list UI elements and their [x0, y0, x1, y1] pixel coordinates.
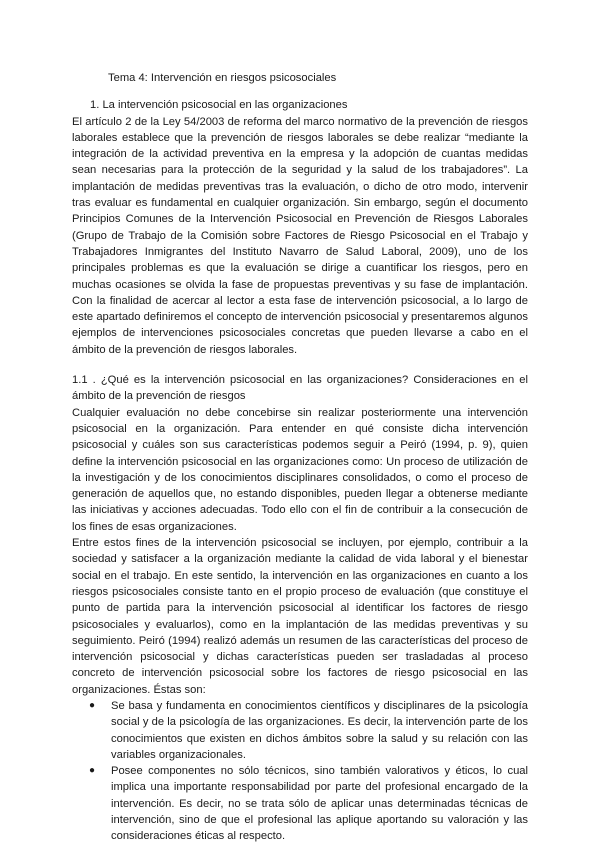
document-title: Tema 4: Intervención en riesgos psicosociales [108, 72, 337, 84]
list-item [72, 698, 528, 763]
paragraph-3: Entre estos fines de la intervención psicosocial se incluyen, por ejemplo, contribuir a la sociedad y satisfacer a la organización mediante la calidad de vida laboral y el bienestar social en el trabajo. En este sentido, la intervención en las organizaciones en cuanto a los riesgos psicosociales consiste tanto en el propio proceso de evaluación (que constituye el punto de partida para la intervención psicosocial al identificar los factores de riesgo psicosociales y evaluarlos), como en la implantación de las medidas preventivas y su seguimiento. Peiró (1994) realizó además un resumen de las características del proceso de intervención psicosocial y dichas características pueden ser trasladadas al proceso concreto de intervención psicosocial sobre los factores de riesgo psicosocial en las organizaciones. Éstas son: [72, 537, 528, 696]
list-item-text: Posee componentes no sólo técnicos, sino también valorativos y éticos, lo cual implica una importante responsabilidad por parte del profesional encargado de la intervención. Es decir, no se trata sólo de aplicar unas determinadas técnicas de intervención, sino de que el profesional las aplique aportando su valoración y las consideraciones éticas al respecto. [111, 765, 528, 843]
characteristics-list [72, 698, 528, 845]
list-item-text: Se basa y fundamenta en conocimientos científicos y disciplinares de la psicología social y de la psicología de las organizaciones. Es decir, la intervención parte de los conocimientos que existen en dichos ámbitos sobre la salud y su relación con las variables organizacionales. [111, 699, 528, 761]
paragraph-1: El artículo 2 de la Ley 54/2003 de reforma del marco normativo de la prevención de riesgos laborales establece que la prevención de riesgos laborales se debe realizar “mediante la integración de la actividad preventiva en la empresa y la adopción de cuantas medidas sean necesarias para la protección de la seguridad y la salud de los trabajadores”. La implantación de medidas preventivas tras la evaluación, o dicho de otro modo, intervenir tras evaluar es fundamental en cualquier organización. Sin embargo, según el documento Principios Comunes de la Intervención Psicosocial en Prevención de Riesgos Laborales (Grupo de Trabajo de la Comisión sobre Factores de Riesgo Psicosocial en el Trabajo y Trabajadores Inmigrantes del Instituto Navarro de Salud Laboral, 2009), uno de los principales problemas es que la evaluación se dirige a cuantificar los riesgos, pero en muchas ocasiones se olvida la fase de propuestas preventivas y su fase de implantación. Con la finalidad de acercar al lector a esta fase de intervención psicosocial, a lo largo de este apartado definiremos el concepto de intervención psicosocial y presentaremos algunos ejemplos de intervenciones psicosociales concretas que pueden llevarse a cabo en el ámbito de la prevención de riesgos laborales. [72, 115, 528, 356]
bullet-icon: ● [89, 765, 96, 777]
paragraph-2: Cualquier evaluación no debe concebirse sin realizar posteriormente una intervención psicosocial en la organización. Para entender en qué consiste dicha intervención psicosocial y cuáles son sus características podemos seguir a Peiró (1994, p. 9), quien define la intervención psicosocial en las organizaciones como: Un proceso de utilización de la investigación y de los conocimientos disciplinares consolidados, o como el proceso de generación de aquellos que, no estando disponibles, pueden llegar a obtenerse mediante las iniciativas y acciones adecuadas. Todo ello con el fin de contribuir a la consecución de los fines de esas organizaciones. [72, 406, 528, 533]
section-heading-1-1: 1.1 . ¿Qué es la intervención psicosocial en las organizaciones? Consideraciones en el ámbito de la prevención de riesgos [72, 374, 528, 403]
bullet-icon: ● [89, 699, 96, 711]
document-page [72, 70, 528, 845]
section-heading-1: 1. La intervención psicosocial en las organizaciones [90, 99, 348, 112]
list-item [72, 763, 528, 844]
